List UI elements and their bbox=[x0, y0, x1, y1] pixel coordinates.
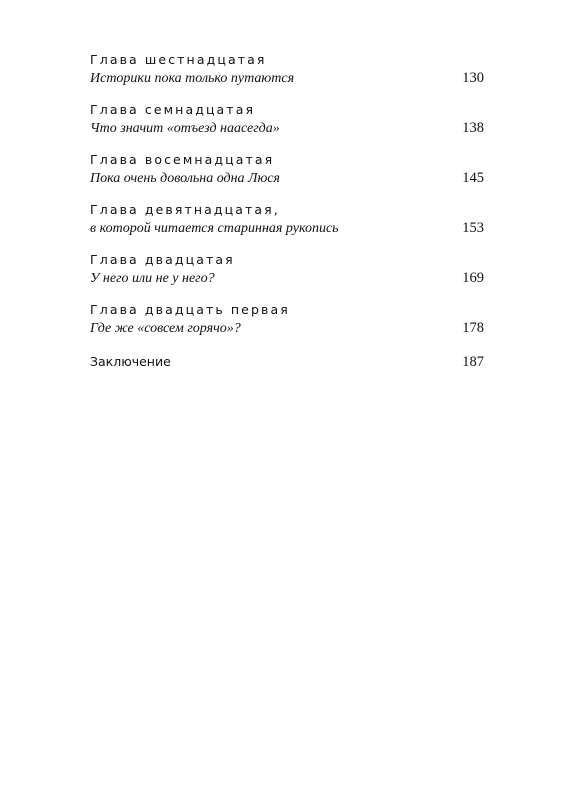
page-number: 145 bbox=[462, 170, 484, 186]
chapter-row bbox=[90, 318, 484, 338]
chapter-heading: Глава восемнадцатая bbox=[90, 152, 275, 167]
chapter-subtitle: Что значит «отъезд наасегда» bbox=[90, 121, 280, 136]
chapter-row bbox=[90, 168, 484, 188]
toc-entry bbox=[90, 52, 484, 88]
conclusion-row bbox=[90, 352, 484, 372]
chapter-row bbox=[90, 268, 484, 288]
chapter-row bbox=[90, 218, 484, 238]
chapter-subtitle: Где же «совсем горячо»? bbox=[90, 321, 241, 336]
toc-entry bbox=[90, 102, 484, 138]
page-number: 130 bbox=[462, 70, 484, 86]
chapter-subtitle: Пока очень довольна одна Люся bbox=[90, 171, 280, 186]
page-number: 138 bbox=[462, 120, 484, 136]
page-number: 178 bbox=[462, 320, 484, 336]
toc-entry bbox=[90, 302, 484, 338]
chapter-subtitle: в которой читается старинная рукопись bbox=[90, 221, 339, 236]
chapter-heading: Глава двадцать первая bbox=[90, 302, 290, 317]
table-of-contents bbox=[90, 52, 484, 372]
chapter-row bbox=[90, 68, 484, 88]
page-number: 187 bbox=[462, 354, 484, 370]
page-number: 169 bbox=[462, 270, 484, 286]
toc-entry bbox=[90, 202, 484, 238]
toc-entry bbox=[90, 152, 484, 188]
chapter-heading: Глава девятнадцатая, bbox=[90, 202, 280, 217]
page-number: 153 bbox=[462, 220, 484, 236]
chapter-row bbox=[90, 118, 484, 138]
chapter-subtitle: У него или не у него? bbox=[90, 271, 215, 286]
chapter-heading: Глава семнадцатая bbox=[90, 102, 256, 117]
chapter-subtitle: Историки пока только путаются bbox=[90, 71, 295, 86]
toc-entry bbox=[90, 252, 484, 288]
conclusion-label: Заключение bbox=[90, 354, 171, 369]
chapter-heading: Глава шестнадцатая bbox=[90, 52, 267, 67]
chapter-heading: Глава двадцатая bbox=[90, 252, 235, 267]
